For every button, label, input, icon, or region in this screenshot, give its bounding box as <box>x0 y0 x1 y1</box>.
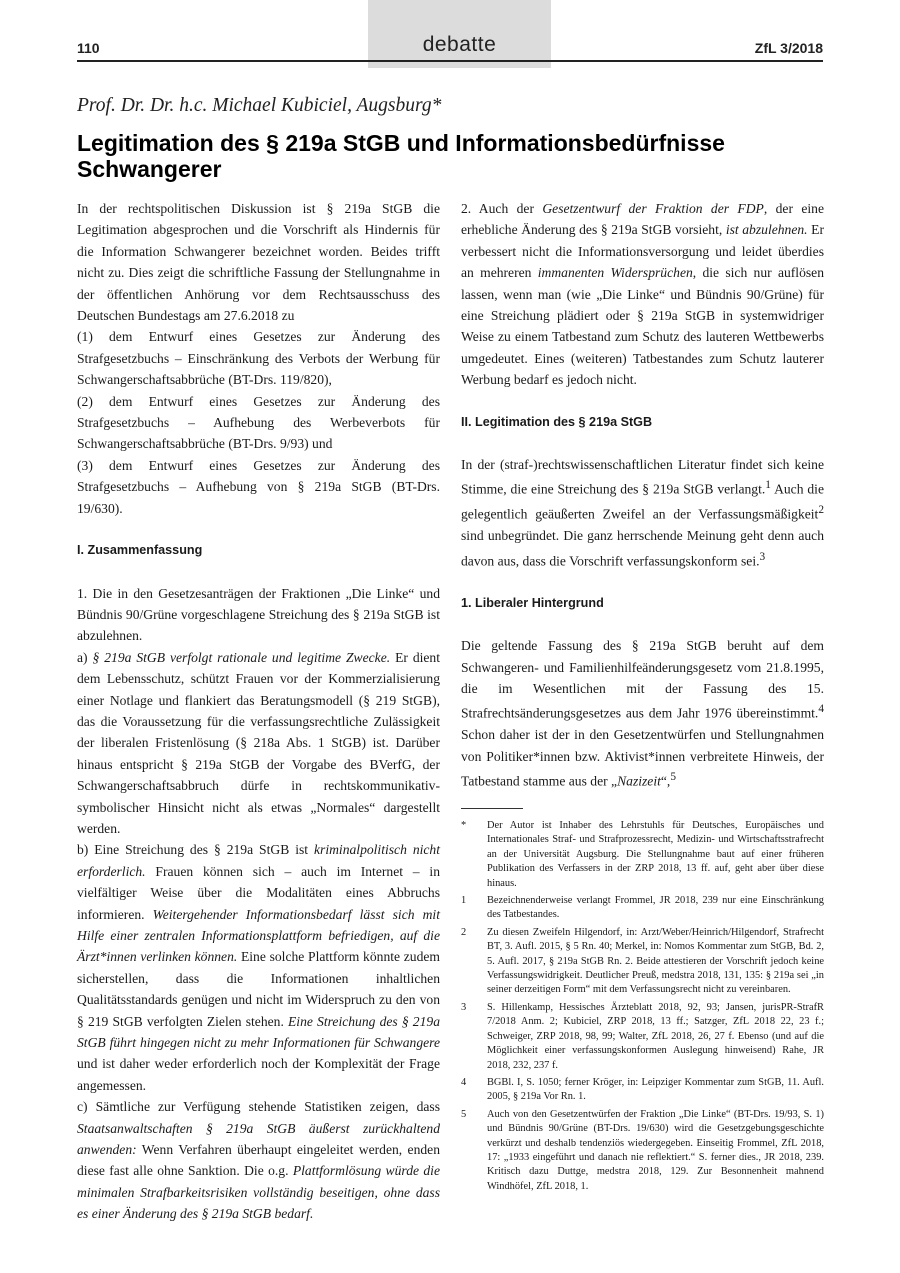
summary-point-2: 2. Auch der Gesetzentwurf der Fraktion der FDP, der eine erhebliche Änderung des § 219a StGB vorsieht, ist abzulehnen. Er verbessert nicht die Informationsversorgung und leidet überdies an mehreren immanenten Widersprüchen, die sich nur auflösen lassen, wenn man (wie „Die Linke“ und Bündnis 90/Grüne) für eine Streichung plädiert oder § 219a StGB in systemwidriger Weise zu einem Tatbestand zum Schutz des lauteren Wettbewerbs umgedeutet. Eines (weiteren) Tatbestandes zum Schutz lauterer Werbung bedarf es jedoch nicht. <box>461 201 825 388</box>
journal-issue: ZfL 3/2018 <box>754 40 823 56</box>
section-heading-legitimation: II. Legitimation des § 219a StGB <box>461 414 653 429</box>
article-title: Legitimation des § 219a StGB und Informationsbedürfnisse Schwangerer <box>77 130 725 182</box>
footnote-ref-5[interactable]: 5 <box>670 771 676 784</box>
list-item-1: (1) dem Entwurf eines Gesetzes zur Änderung des Strafgesetzbuchs – Einschränkung des Verbots der Werbung für Schwangerschaftsabbrüche (BT-Drs. 119/820), <box>77 329 440 388</box>
footnote-5: 5 Auch von den Gesetzentwürfen der Fraktion „Die Linke“ (BT-Drs. 19/93, S. 1) und Bündnis 90/Grüne (BT-Drs. 19/630) wird die Gesetzgebungsgeschichte verkürzt und deshalb tendenziös wiedergegeben. Einseitig Frommel, ZfL 2018, 17: „1933 eingeführt und danach nie reflektiert.“ S. ferner dies., JR 2018, 239. Kritisch dazu Duttge, medstra 2018, 129. Zur Besonnenheit mahnend Windhöfel, ZfL 2018, 1. <box>461 1108 824 1192</box>
footnote-3: 3 S. Hillenkamp, Hessisches Ärzteblatt 2018, 92, 93; Jansen, jurisPR-StrafR 7/2018 Anm. 2; Kubiciel, ZRP 2018, 13 ff.; Satzger, ZfL 2018 22, 23 f.; Schweiger, ZRP 2018, 98, 99; Walter, ZfL 2018, 26, 27 f. Ebenso (und auf die Möglichkeit einer verfassungskonformen Auslegung hinweisend) Rahe, JR 2018, 232, 237 f. <box>461 1001 824 1071</box>
summary-point-c: c) Sämtliche zur Verfügung stehende Statistiken zeigen, dass Staatsanwaltschaften § 219a StGB äußerst zurückhaltend anwenden: Wenn Verfahren überhaupt eingeleitet werden, enden diese fast alle ohne Sanktion. Die o.g. Plattformlösung würde die minimalen Strafbarkeitsrisiken vollständig beseitigen, ohne dass es einer Änderung des § 219a StGB bedarf. <box>77 1099 440 1222</box>
legitimation-paragraph: In der (straf-)rechtswissenschaftlichen Literatur findet sich keine Stimme, die eine Streichung des § 219a StGB verlangt.$^1$ Auch die gelegentlich geäußerten Zweifel an der Verfassungsmäßigkeit$^2$ sind unbegründet. Die ganz herrschende Meinung geht denn auch davon aus, dass die Vorschrift verfassungskonform sei.$^3$ <box>461 457 824 569</box>
footnote-rule <box>461 808 523 809</box>
list-item-3: (3) dem Entwurf eines Gesetzes zur Änderung des Strafgesetzbuchs – Aufhebung von § 219a StGB (BT-Drs. 19/630). <box>77 457 440 516</box>
intro-paragraph: In der rechtspolitischen Diskussion ist § 219a StGB die Legitimation abgesprochen und die Vorschrift als Hindernis für die Information Schwangerer bezeichnet worden. Beides trifft nicht zu. Dies zeigt die schriftliche Fassung der Stellungnahme in der öffentlichen Anhörung vor dem Rechtsausschuss des Deutschen Bundestags am 27.6.2018 zu <box>77 201 440 324</box>
subsection-heading-liberal: 1. Liberaler Hintergrund <box>461 595 604 610</box>
footnote-4: 4 BGBl. I, S. 1050; ferner Kröger, in: Leipziger Kommentar zum StGB, 11. Aufl. 2005, § 219a Vor Rn. 1. <box>461 1076 824 1103</box>
footnote-2: 2 Zu diesen Zweifeln Hilgendorf, in: Arzt/Weber/Heinrich/Hilgendorf, Strafrecht BT, 3. Aufl. 2015, § 5 Rn. 40; Merkel, in: Nomos Kommentar zum StGB, Bd. 2, 5. Aufl. 2017, § 219a StGB Rn. 2. Beide attestieren der Vorschrift jedoch keine Verfassungswidrigkeit. Deutlicher Preuß, medstra 2018, 131, 135: § 219a sei „in seiner derzeitigen Form“ mit dem Verfassungsrecht nicht zu vereinbaren. <box>461 926 824 996</box>
footnote-ref-1[interactable]: 1 <box>765 479 771 492</box>
page-number: 110 <box>77 40 100 56</box>
footnote-author: * Der Autor ist Inhaber des Lehrstuhls für Deutsches, Europäisches und Internationales Straf- und Strafprozessrecht, Medizin- und Wirtschaftsstrafrecht an der Universität Augsburg. Die Stellungnahme baut auf einer früheren Publikation des Verfassers in der ZRP 2018, 13 ff. auf, geht aber über diese hinaus. <box>461 820 824 889</box>
footnote-ref-3[interactable]: 3 <box>759 550 766 563</box>
summary-point-1: 1. Die in den Gesetzesanträgen der Fraktionen „Die Linke“ und Bündnis 90/Grüne vorgeschlagene Streichung des § 219a StGB ist abzulehnen. <box>77 585 440 644</box>
list-item-2: (2) dem Entwurf eines Gesetzes zur Änderung des Strafgesetzbuchs – Aufhebung des Werbeverbots für Schwangerschaftsabbrüche (BT-Drs. 9/93) und <box>77 393 440 452</box>
footnote-ref-4[interactable]: 4 <box>818 703 824 716</box>
summary-point-a: a) § 219a StGB verfolgt rationale und legitime Zwecke. Er dient dem Lebensschutz, schützt Frauen vor der Kommerzialisierung einer Notlage und flankiert das Beratungsmodell (§ 219 StGB), das die Voraussetzung für die verfassungsrechtliche Zulässigkeit der liberalen Fristenlösung (§ 218a Abs. 1 StGB) ist. Darüber hinaus entspricht § 219a StGB der Vorgabe des BVerfG, der Schwangerschaftsabbruch dürfe in rechtskommunikativ-symbolischer Hinsicht nicht als etwas „Normales“ dargestellt werden. <box>77 649 441 836</box>
section-heading-summary: I. Zusammenfassung <box>77 543 203 558</box>
liberal-background-paragraph: Die geltende Fassung des § 219a StGB beruht auf dem Schwangeren- und Familienhilfeänderungsgesetz vom 21.8.1995, die im Wesentlichen mit der Fassung des 15. Strafrechtsänderungsgesetzes aus dem Jahr 1976 übereinstimmt.$^4$ Schon daher ist der in den Gesetzentwürfen und Stellungnahmen von Politiker*innen bzw. Aktivist*innen verbreitete Hinweis, der Tatbestand stamme aus der „Nazizeit“,$^5$ <box>461 638 824 789</box>
header-rule <box>77 60 823 62</box>
footnote-ref-2[interactable]: 2 <box>818 504 824 517</box>
right-column <box>461 198 824 1197</box>
summary-point-b: b) Eine Streichung des § 219a StGB ist kriminalpolitisch nicht erforderlich. Frauen können sich – auch im Internet – in vielfältiger Weise über die Modalitäten eines Abbruchs informieren. Weitergehender Informationsbedarf lässt sich mit Hilfe einer zentralen Informationsplattform befriedigen, auf die Ärzt*innen verlinken können. Eine solche Plattform könnte zudem sicherstellen, dass die Informationen inhaltlichen Qualitätsstandards genügen und nicht im Widerspruch zu den von § 219 StGB verfolgten Zielen stehen. Eine Streichung des § 219a StGB führt hingegen nicht zu mehr Informationen für Schwangere und ist daher weder erforderlich noch der Komplexität der Frage angemessen. <box>77 842 440 1093</box>
section-label: debatte <box>422 33 497 56</box>
left-column <box>77 198 440 1225</box>
footnote-1: 1 Bezeichnenderweise verlangt Frommel, JR 2018, 239 nur eine Einschränkung des Tatbestandes. <box>461 895 824 921</box>
author-line: Prof. Dr. Dr. h.c. Michael Kubiciel, Augsburg* <box>77 95 442 116</box>
section-tab <box>368 0 551 68</box>
